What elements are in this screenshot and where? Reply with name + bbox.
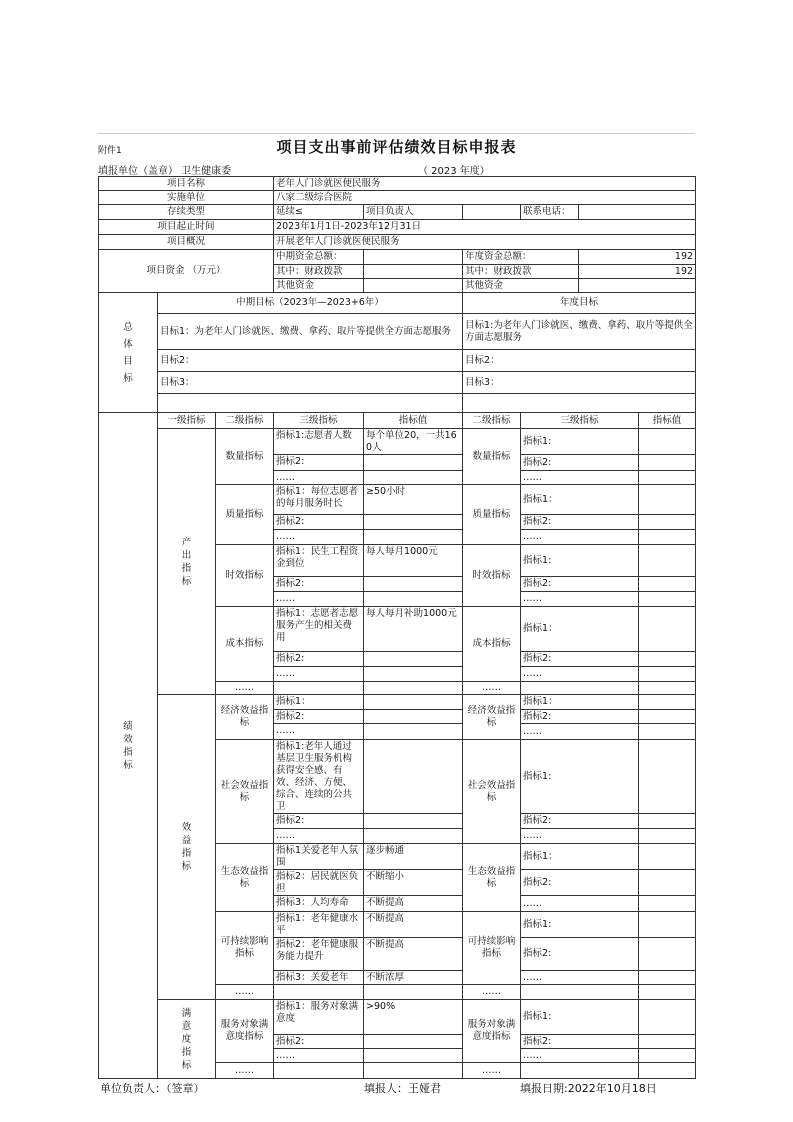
- footer: [98, 1079, 695, 1095]
- indicator-value-right[interactable]: [639, 896, 696, 912]
- level3-indicator-right[interactable]: 指标1：: [521, 844, 639, 870]
- level3-indicator-left[interactable]: ……: [274, 1049, 364, 1063]
- more-left: ……: [216, 985, 274, 1000]
- indicator-value-left[interactable]: 每个单位20，一共160人: [364, 429, 463, 455]
- more-right-value[interactable]: [639, 682, 696, 695]
- level3-indicator-left[interactable]: 指标3：人均寿命: [274, 896, 364, 912]
- level3-indicator-right[interactable]: 指标1:: [521, 1000, 639, 1035]
- level2-indicator-right: 经济效益指标: [463, 695, 521, 740]
- level2-indicator-right: 成本指标: [463, 607, 521, 682]
- level3-indicator-right[interactable]: ……: [521, 530, 639, 545]
- level3-indicator-right[interactable]: 指标2:: [521, 515, 639, 530]
- indicator-row: [99, 695, 696, 710]
- more-left-indicator[interactable]: [274, 985, 364, 1000]
- row-goal-2: [99, 350, 696, 372]
- overview-label: 项目概况: [99, 235, 274, 250]
- report-date: 填报日期:2022年10月18日: [520, 1082, 657, 1095]
- row-fund-total: [99, 250, 696, 265]
- level3-indicator-left[interactable]: 指标2:: [274, 710, 364, 724]
- row-goals-header: [99, 293, 696, 314]
- more-left: ……: [216, 682, 274, 695]
- level3-indicator-left[interactable]: 指标1:老年人通过基层卫生服务机构获得安全感、有效、经济、方便、综合、连续的公共卫: [274, 740, 364, 814]
- indicator-value-left[interactable]: [364, 652, 463, 667]
- level3-indicator-left[interactable]: 指标1：民生工程资金到位: [274, 545, 364, 577]
- level2-indicator-left: 质量指标: [216, 485, 274, 545]
- row-type: [99, 205, 696, 220]
- indicator-value-right[interactable]: [639, 912, 696, 938]
- indicator-value-left[interactable]: [364, 592, 463, 607]
- manager-label: 项目负责人: [364, 205, 463, 220]
- indicator-value-left[interactable]: 不断缩小: [364, 870, 463, 896]
- perf-header-row: [99, 413, 696, 429]
- level3-indicator-left[interactable]: ……: [274, 667, 364, 682]
- impl-unit-label: 实施单位: [99, 191, 274, 205]
- project-name-label: 项目名称: [99, 177, 274, 191]
- level3-indicator-right[interactable]: 指标2:: [521, 814, 639, 829]
- more-left-indicator[interactable]: [274, 682, 364, 695]
- indicator-value-right[interactable]: [639, 1035, 696, 1049]
- level2-indicator-left: 生态效益指标: [216, 844, 274, 912]
- unit-head-sign: 单位负责人：（签章）: [100, 1082, 205, 1095]
- level3-indicator-left[interactable]: 指标1：服务对象满意度: [274, 1000, 364, 1035]
- indicator-value-right[interactable]: [639, 938, 696, 971]
- level2-indicator-right: 可持续影响指标: [463, 912, 521, 985]
- performance-indicators: [99, 413, 696, 1079]
- indicator-value-left[interactable]: [364, 829, 463, 844]
- mid-goal-4[interactable]: [158, 394, 463, 413]
- type-label: 存续类型: [99, 205, 274, 220]
- mid-goal-2[interactable]: 目标2：: [158, 350, 463, 372]
- indicator-value-right[interactable]: [639, 740, 696, 814]
- indicator-value-left[interactable]: [364, 667, 463, 682]
- indicator-value-left[interactable]: [364, 471, 463, 485]
- row-goal-1: [99, 314, 696, 350]
- level3-indicator-right[interactable]: ……: [521, 1049, 639, 1063]
- page-title: 项目支出事前评估绩效目标申报表: [276, 138, 517, 156]
- indicator-value-left[interactable]: ≥50小时: [364, 485, 463, 515]
- indicator-value-left[interactable]: 不断提高: [364, 938, 463, 971]
- row-overview: [99, 235, 696, 250]
- period-label: 项目起止时间: [99, 220, 274, 235]
- year-other-value[interactable]: [579, 279, 696, 293]
- more-left-indicator[interactable]: [274, 1063, 364, 1079]
- more-right: ……: [463, 1063, 521, 1079]
- manager-value[interactable]: [463, 205, 521, 220]
- level3-indicator-right[interactable]: 指标2:: [521, 577, 639, 592]
- level3-indicator-left[interactable]: ……: [274, 829, 364, 844]
- phone-label: 联系电话：: [521, 205, 579, 220]
- level3-indicator-right[interactable]: 指标1:: [521, 740, 639, 814]
- level3-indicator-right[interactable]: 指标2:: [521, 938, 639, 971]
- row-goal-3: [99, 372, 696, 394]
- level3-indicator-left[interactable]: 指标2:: [274, 515, 364, 530]
- indicator-value-right[interactable]: [639, 814, 696, 829]
- indicator-value-right[interactable]: [639, 545, 696, 577]
- indicator-row: [99, 429, 696, 455]
- level3-indicator-left[interactable]: 指标2:: [274, 814, 364, 829]
- level3-indicator-left[interactable]: 指标2：老年健康服务能力提升: [274, 938, 364, 971]
- mid-total-value[interactable]: [364, 250, 463, 265]
- indicator-value-left[interactable]: [364, 710, 463, 724]
- indicator-value-right[interactable]: [639, 592, 696, 607]
- level3-indicator-left[interactable]: 指标2：居民就医负担: [274, 870, 364, 896]
- more-right-indicator[interactable]: [521, 1063, 639, 1079]
- row-project-name: [99, 177, 696, 191]
- title-bar: [98, 133, 695, 161]
- impl-unit-value[interactable]: 八家二级综合医院: [274, 191, 696, 205]
- more-left-value[interactable]: [364, 682, 463, 695]
- year-fiscal-value[interactable]: 192: [579, 265, 696, 279]
- mid-goal-3[interactable]: 目标3：: [158, 372, 463, 394]
- level1-indicator: 产出指标: [158, 429, 216, 695]
- level2-indicator-right: 生态效益指标: [463, 844, 521, 912]
- more-left-value[interactable]: [364, 985, 463, 1000]
- mid-goal-1[interactable]: 目标1：为老年人门诊就医、缴费、拿药、取片等提供全方面志愿服务: [158, 314, 463, 350]
- level3-indicator-left[interactable]: 指标1:志愿者人数: [274, 429, 364, 455]
- level3-indicator-left[interactable]: 指标1关爱老年人氛围: [274, 844, 364, 870]
- indicator-value-right[interactable]: [639, 485, 696, 515]
- indicator-row: [99, 1000, 696, 1035]
- level3-indicator-right[interactable]: 指标2:: [521, 455, 639, 471]
- level3-indicator-right[interactable]: 指标1:: [521, 545, 639, 577]
- level2-indicator-right: 时效指标: [463, 545, 521, 607]
- level3-indicator-right[interactable]: 指标1:: [521, 429, 639, 455]
- indicator-value-right[interactable]: [639, 455, 696, 471]
- level2-indicator-right: 数量指标: [463, 429, 521, 485]
- level2-indicator-right: 服务对象满意度指标: [463, 1000, 521, 1063]
- indicator-value-right[interactable]: [639, 971, 696, 985]
- level3-indicator-right[interactable]: 指标2:: [521, 652, 639, 667]
- indicator-value-left[interactable]: 不断提高: [364, 896, 463, 912]
- indicator-value-left[interactable]: [364, 530, 463, 545]
- indicator-value-right[interactable]: [639, 829, 696, 844]
- more-right-indicator[interactable]: [521, 985, 639, 1000]
- level3-indicator-left[interactable]: 指标2:: [274, 652, 364, 667]
- indicator-value-right[interactable]: [639, 515, 696, 530]
- more-right-indicator[interactable]: [521, 682, 639, 695]
- indicator-value-right[interactable]: [639, 652, 696, 667]
- indicator-value-left[interactable]: [364, 814, 463, 829]
- level3-indicator-right[interactable]: ……: [521, 896, 639, 912]
- indicator-value-left[interactable]: 逐步畅通: [364, 844, 463, 870]
- level2-indicator-left: 可持续影响指标: [216, 912, 274, 985]
- header-value-left: 指标值: [364, 413, 463, 429]
- level3-indicator-left[interactable]: 指标1：: [274, 695, 364, 710]
- level3-indicator-right[interactable]: 指标1：: [521, 485, 639, 515]
- mid-fiscal-value[interactable]: [364, 265, 463, 279]
- level3-indicator-left[interactable]: 指标2:: [274, 577, 364, 592]
- level3-indicator-right[interactable]: ……: [521, 592, 639, 607]
- indicator-value-left[interactable]: [364, 515, 463, 530]
- header-level1: 一级指标: [158, 413, 216, 429]
- funds-label: 项目资金 （万元）: [99, 250, 274, 293]
- level3-indicator-left[interactable]: ……: [274, 530, 364, 545]
- indicator-value-left[interactable]: [364, 695, 463, 710]
- indicator-value-left[interactable]: [364, 724, 463, 740]
- year-goal-2[interactable]: 目标2：: [463, 350, 696, 372]
- indicator-value-left[interactable]: [364, 577, 463, 592]
- level2-indicator-left: 时效指标: [216, 545, 274, 607]
- filler-name: 填报人：王娅君: [364, 1082, 441, 1095]
- more-right-value[interactable]: [639, 985, 696, 1000]
- type-value[interactable]: 延续≤: [274, 205, 364, 220]
- level3-indicator-right[interactable]: 指标2:: [521, 710, 639, 724]
- row-goal-blank: [99, 394, 696, 413]
- year-other-label: 其他资金: [463, 279, 579, 293]
- indicator-value-left[interactable]: [364, 1035, 463, 1049]
- reporting-unit: 填报单位（盖章） 卫生健康委: [98, 166, 232, 177]
- attachment-label: 附件1: [98, 146, 122, 156]
- more-left: ……: [216, 1063, 274, 1079]
- level2-indicator-left: 服务对象满意度指标: [216, 1000, 274, 1063]
- row-impl-unit: [99, 191, 696, 205]
- more-right: ……: [463, 985, 521, 1000]
- indicator-value-right[interactable]: [639, 844, 696, 870]
- level3-indicator-right[interactable]: ……: [521, 971, 639, 985]
- level3-indicator-left[interactable]: 指标1：每位志愿者的每月服务时长: [274, 485, 364, 515]
- header-level2-left: 二级指标: [216, 413, 274, 429]
- mid-fiscal-label: 其中：财政拨款: [274, 265, 364, 279]
- level3-indicator-left[interactable]: ……: [274, 471, 364, 485]
- level3-indicator-right[interactable]: 指标1:: [521, 912, 639, 938]
- level2-indicator-right: 质量指标: [463, 485, 521, 545]
- indicator-value-right[interactable]: [639, 577, 696, 592]
- level2-indicator-left: 数量指标: [216, 429, 274, 485]
- level3-indicator-right[interactable]: 指标1：: [521, 695, 639, 710]
- indicator-value-right[interactable]: [639, 724, 696, 740]
- level3-indicator-right[interactable]: 指标1：: [521, 607, 639, 652]
- year-goals-header: 年度目标: [463, 293, 696, 314]
- mid-other-label: 其他资金: [274, 279, 364, 293]
- header-level2-right: 二级指标: [463, 413, 521, 429]
- level2-indicator-left: 成本指标: [216, 607, 274, 682]
- indicator-value-right[interactable]: [639, 1049, 696, 1063]
- perf-indicators-label: 绩效指标: [99, 413, 158, 1079]
- header-level3-left: 三级指标: [274, 413, 364, 429]
- indicator-value-left[interactable]: 每人每月1000元: [364, 545, 463, 577]
- period-value[interactable]: 2023年1月1日-2023年12月31日: [274, 220, 696, 235]
- level3-indicator-left[interactable]: 指标2:: [274, 1035, 364, 1049]
- indicator-value-right[interactable]: [639, 607, 696, 652]
- level3-indicator-left[interactable]: 指标3：关爱老年: [274, 971, 364, 985]
- level3-indicator-left[interactable]: ……: [274, 592, 364, 607]
- level2-indicator-left: 经济效益指标: [216, 695, 274, 740]
- indicator-value-right[interactable]: [639, 471, 696, 485]
- more-right-value[interactable]: [639, 1063, 696, 1079]
- year-total-value[interactable]: 192: [579, 250, 696, 265]
- overview-value[interactable]: 开展老年人门诊就医便民服务: [274, 235, 696, 250]
- indicator-value-left[interactable]: [364, 1049, 463, 1063]
- level2-indicator-left: 社会效益指标: [216, 740, 274, 844]
- indicator-value-left[interactable]: 不断提高: [364, 912, 463, 938]
- level3-indicator-right[interactable]: 指标2:: [521, 870, 639, 896]
- indicator-value-right[interactable]: [639, 429, 696, 455]
- level1-indicator: 效益指标: [158, 695, 216, 1000]
- mid-goals-header: 中期目标（2023年—2023+6年）: [158, 293, 463, 314]
- level3-indicator-right[interactable]: ……: [521, 667, 639, 682]
- year-fiscal-label: 其中：财政拨款: [463, 265, 579, 279]
- indicator-value-left[interactable]: [364, 740, 463, 814]
- indicator-value-left[interactable]: >90%: [364, 1000, 463, 1035]
- indicator-value-left[interactable]: 不断浓厚: [364, 971, 463, 985]
- header-value-right: 指标值: [639, 413, 696, 429]
- more-left-value[interactable]: [364, 1063, 463, 1079]
- overall-goals-label: 总体目标: [99, 293, 158, 413]
- unit-line: [98, 161, 695, 176]
- level1-indicator: 满意度指标: [158, 1000, 216, 1079]
- level3-indicator-left[interactable]: 指标1：老年健康水平: [274, 912, 364, 938]
- year-total-label: 年度资金总额：: [463, 250, 579, 265]
- mid-other-value[interactable]: [364, 279, 463, 293]
- year-goal-1[interactable]: 目标1:为老年人门诊就医、缴费、拿药、取片等提供全方面志愿服务: [463, 314, 696, 350]
- indicator-value-right[interactable]: [639, 870, 696, 896]
- form-sheet: [98, 133, 695, 1095]
- level3-indicator-left[interactable]: 指标2:: [274, 455, 364, 471]
- indicator-value-right[interactable]: [639, 1000, 696, 1035]
- project-name-value[interactable]: 老年人门诊就医便民服务: [274, 177, 696, 191]
- indicator-value-left[interactable]: 每人每月补助1000元: [364, 607, 463, 652]
- more-right: ……: [463, 682, 521, 695]
- level3-indicator-left[interactable]: 指标1：志愿者志愿服务产生的相关费用: [274, 607, 364, 652]
- level3-indicator-right[interactable]: ……: [521, 829, 639, 844]
- indicator-value-right[interactable]: [639, 695, 696, 710]
- mid-total-label: 中期资金总额：: [274, 250, 364, 265]
- performance-form-table: [98, 176, 696, 1079]
- level3-indicator-right[interactable]: 指标2:: [521, 1035, 639, 1049]
- header-level3-right: 三级指标: [521, 413, 639, 429]
- year-goal-4[interactable]: [463, 394, 696, 413]
- year-goal-3[interactable]: 目标3：: [463, 372, 696, 394]
- level2-indicator-right: 社会效益指标: [463, 740, 521, 844]
- indicator-value-left[interactable]: [364, 455, 463, 471]
- report-year: （ 2023 年度）: [418, 166, 490, 177]
- indicator-value-right[interactable]: [639, 710, 696, 724]
- row-period: [99, 220, 696, 235]
- indicator-value-right[interactable]: [639, 530, 696, 545]
- phone-value[interactable]: [579, 205, 696, 220]
- level3-indicator-left[interactable]: ……: [274, 724, 364, 740]
- indicator-value-right[interactable]: [639, 667, 696, 682]
- level3-indicator-right[interactable]: ……: [521, 471, 639, 485]
- level3-indicator-right[interactable]: ……: [521, 724, 639, 740]
